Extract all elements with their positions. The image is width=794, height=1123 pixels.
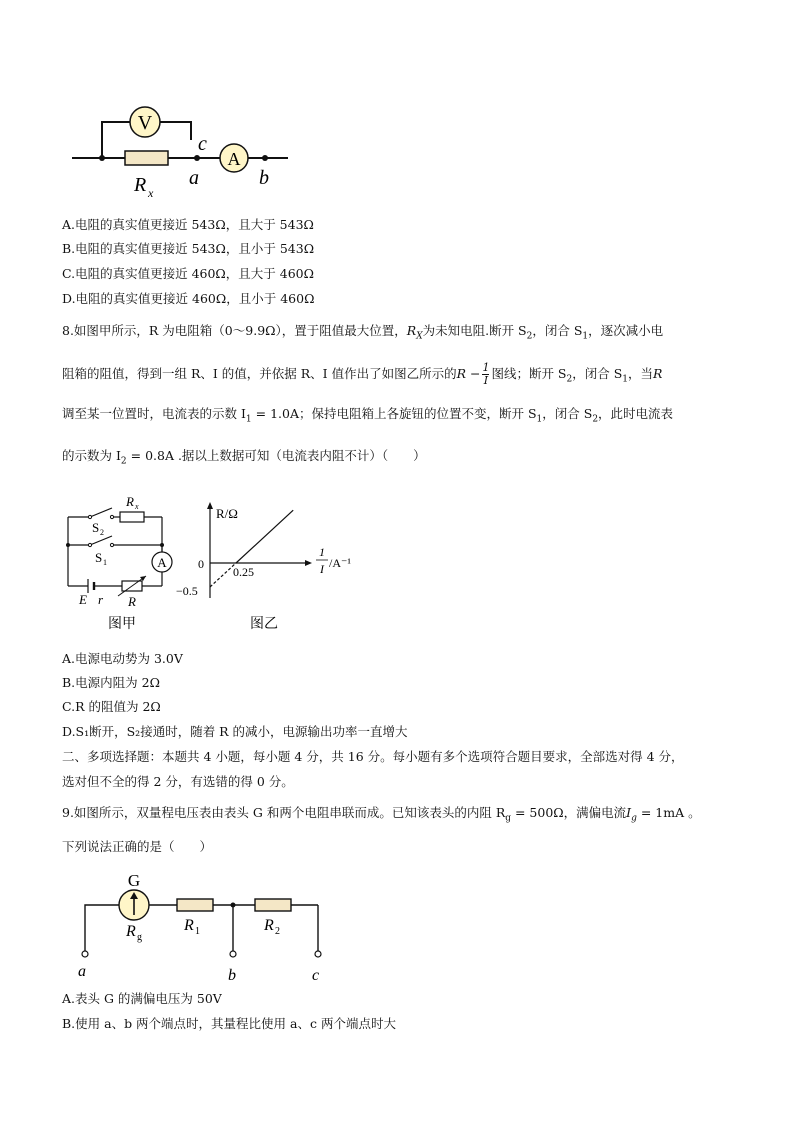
q9-option-b: B.使用 a、b 两个端点时，其量程比使用 a、c 两个端点时大	[62, 1016, 396, 1031]
terminal-c	[315, 951, 321, 957]
y-axis-arrow	[207, 502, 213, 509]
q8-option-d: D.S₁断开，S₂接通时，随着 R 的减小，电源输出功率一直增大	[62, 724, 408, 739]
node-b-dot	[262, 155, 268, 161]
ammeter-label: A	[157, 555, 167, 570]
rx-symbol: R	[406, 323, 417, 338]
caption-yi: 图乙	[250, 617, 278, 632]
y-intercept-label: −0.5	[176, 584, 198, 598]
node-a-label: a	[189, 167, 199, 189]
resistor-rx	[120, 512, 144, 522]
junction-dot	[66, 543, 70, 547]
q8-stem-line3: 调至某一位置时，电流表的示数 $I_1 = 1.0A$；保持电阻箱上各旋钮的位置不变，断开 $S_1$，闭合 $S_2$，此时电流表	[62, 406, 674, 425]
rheostat-label: R	[128, 594, 136, 609]
x-label-unit: /A⁻¹	[329, 556, 351, 570]
series-line-solid	[236, 510, 293, 563]
q9-stem-line2: 下列说法正确的是（ ）	[62, 839, 213, 854]
y-axis-label: R/Ω	[216, 506, 238, 521]
r1-label: R	[184, 917, 194, 934]
resistor-rx-sub: x	[148, 186, 154, 200]
rx-label: R	[126, 494, 134, 509]
s2-label: S	[92, 520, 100, 535]
node-b-label: b	[259, 167, 269, 189]
ammeter-label: A	[227, 149, 241, 169]
junction-dot	[99, 155, 105, 161]
q8-stem-line2: 阻箱的阻值，得到一组 R、I 的值，并依据 R、I 值作出了如图乙所示的R − $\frac{1}{I}$ 图线；断开 $S_2$，闭合 $S_1$，当R	[62, 361, 663, 387]
resistor-rx-label: R	[134, 174, 147, 196]
s1-label: S	[95, 550, 103, 565]
x-label-num: 1	[319, 545, 325, 559]
q8-option-c: C.R 的阻值为 2Ω	[62, 699, 161, 714]
resistor-rx	[125, 151, 168, 165]
q7-option-c: C.电阻的真实值更接近 460Ω，且大于 460Ω	[62, 266, 314, 281]
s2-sub: 2	[100, 528, 104, 537]
fraction-1-over-i: $\frac{1}{I}$	[482, 361, 490, 387]
wire	[160, 122, 191, 140]
rg-label: R	[126, 923, 136, 940]
q8-option-a: A.电源电动势为 3.0V	[62, 651, 183, 666]
resistor-r2	[255, 899, 291, 911]
switch-contact	[88, 543, 91, 546]
x-axis-arrow	[305, 560, 312, 566]
r2-sub: 2	[275, 926, 280, 937]
q8-stem-line4: 的示数为 $I_2 = 0.8A$ .据以上数据可知（电流表内阻不计）（ ）	[62, 448, 426, 467]
rg-sub: g	[137, 932, 142, 943]
voltmeter-label: V	[137, 112, 153, 134]
q9-stem-line1: 9.如图所示，双量程电压表由表头 G 和两个电阻串联而成。已知该表头的内阻 $R_g = 500\Omega$，满偏电流$I_g = 1mA$ 。	[62, 805, 701, 824]
resistor-r1	[177, 899, 213, 911]
figure-q9-circuit	[68, 868, 338, 986]
caption-jia: 图甲	[108, 617, 136, 632]
q7-option-d: D.电阻的真实值更接近 460Ω，且小于 460Ω	[62, 291, 315, 306]
figure-q7-circuit	[60, 96, 300, 206]
terminal-a	[82, 951, 88, 957]
q7-option-a: A.电阻的真实值更接近 543Ω，且大于 543Ω	[62, 217, 314, 232]
c-label: c	[312, 967, 320, 984]
x-intercept-label: 0.25	[233, 565, 254, 579]
s1-sub: 1	[103, 558, 107, 567]
section2-heading-line1: 二、多项选择题：本题共 4 小题，每小题 4 分，共 16 分。每小题有多个选项符合题目要求，全部选对得 4 分，	[62, 749, 684, 764]
r-internal-label: r	[98, 592, 104, 607]
origin-label: 0	[198, 557, 204, 571]
switch-contact	[110, 543, 113, 546]
a-label: a	[78, 963, 86, 980]
figure-yi-graph	[168, 498, 368, 635]
b-label: b	[228, 967, 236, 984]
q9-option-a: A.表头 G 的满偏电压为 50V	[62, 991, 222, 1006]
q8-stem-line1: 8.如图甲所示，R 为电阻箱（0～9.9Ω），置于阻值最大位置，$R_X$为未知电阻.断开 $S_2$，闭合 $S_1$，逐次减小电	[62, 323, 664, 342]
q8-option-b: B.电源内阻为 2Ω	[62, 675, 160, 690]
r1-sub: 1	[195, 926, 200, 937]
r2-label: R	[264, 917, 274, 934]
junction-dot	[160, 543, 164, 547]
switch-s2	[90, 508, 112, 517]
node-c-label: c	[198, 133, 207, 155]
e-label: E	[79, 592, 87, 607]
section2-heading-line2: 选对但不全的得 2 分，有选错的得 0 分。	[62, 774, 294, 789]
rx-sub: x	[135, 502, 139, 511]
x-label-den: I	[320, 562, 324, 576]
switch-contact	[88, 515, 91, 518]
node-a-dot	[194, 155, 200, 161]
switch-contact	[110, 515, 113, 518]
g-label: G	[127, 871, 141, 890]
q7-option-b: B.电阻的真实值更接近 543Ω，且小于 543Ω	[62, 241, 315, 256]
switch-s1	[90, 536, 112, 545]
wire	[85, 905, 119, 951]
junction-dot	[231, 903, 236, 908]
terminal-b	[230, 951, 236, 957]
